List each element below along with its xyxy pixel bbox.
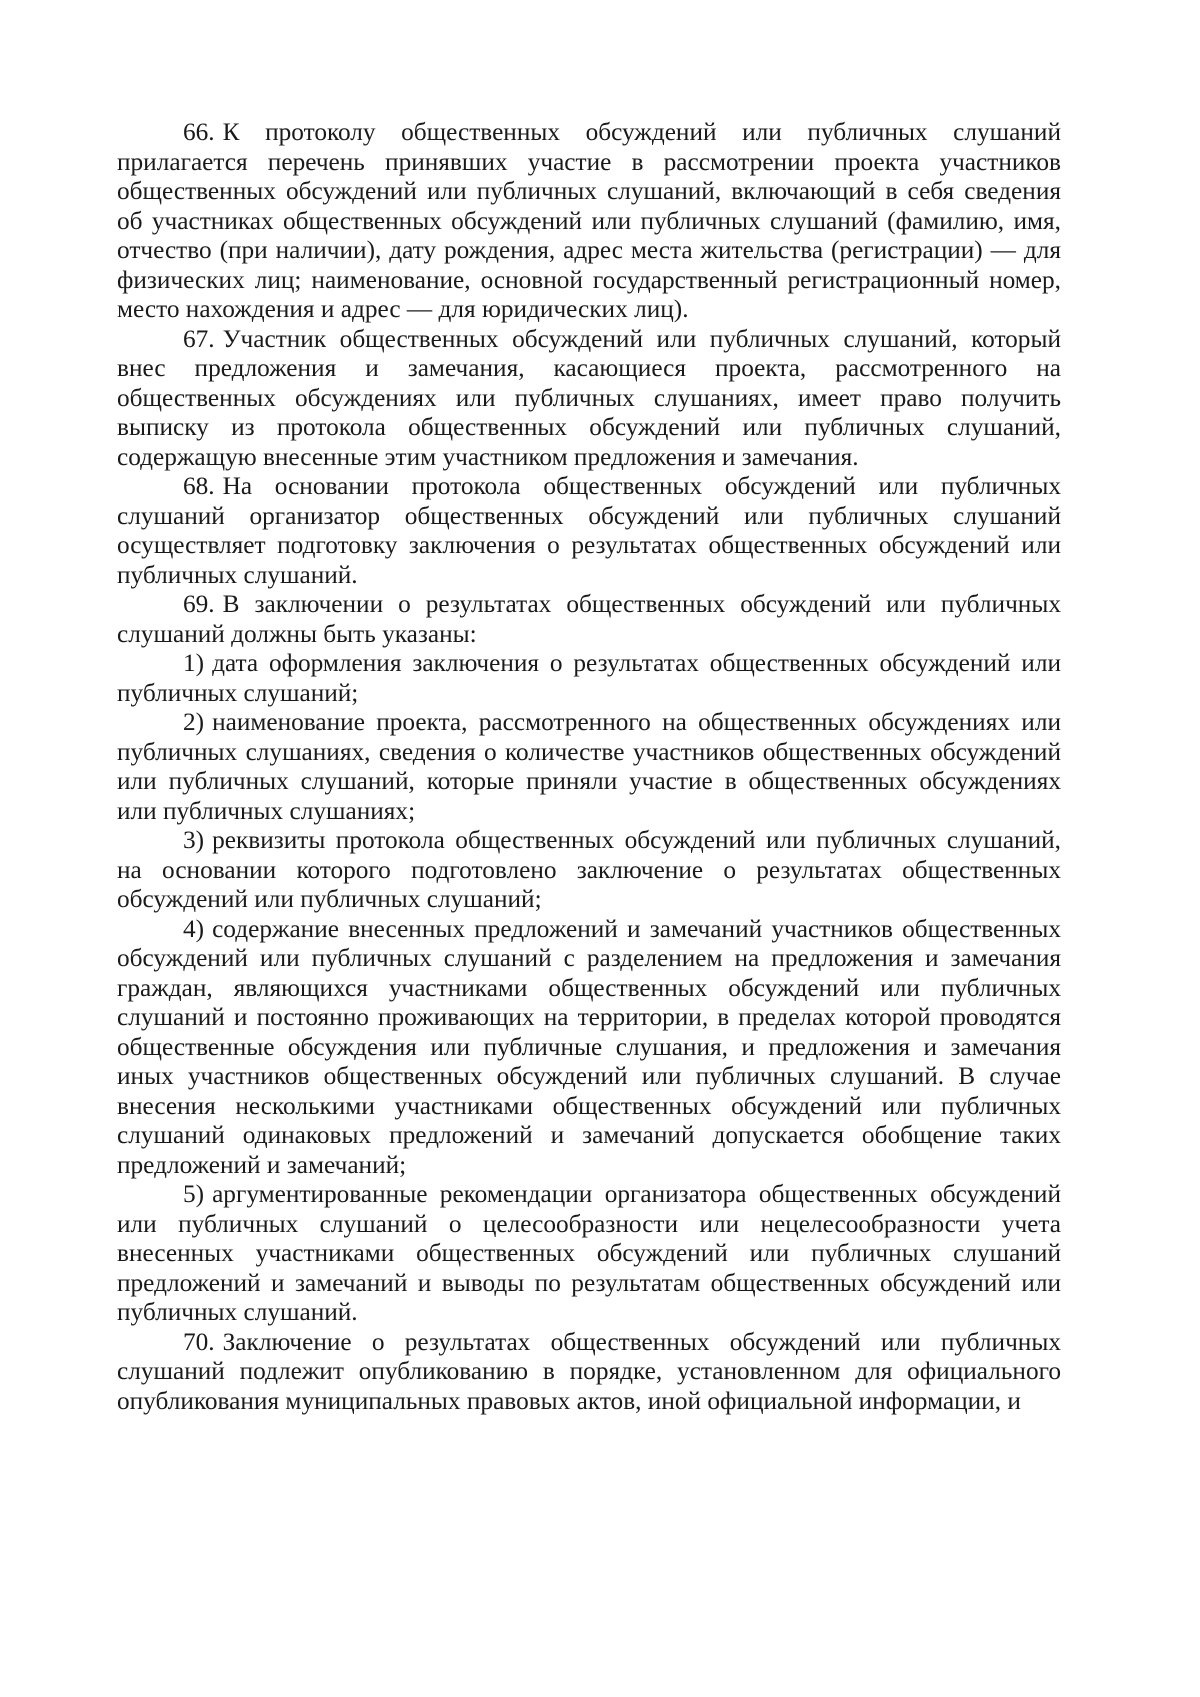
paragraph-69 bbox=[117, 590, 1061, 649]
paragraph-70 bbox=[117, 1328, 1061, 1417]
paragraph-number: 69. bbox=[183, 590, 215, 618]
paragraph-text: В заключении о результатах общественных обсуждений или публичных слушаний должны быть указаны: bbox=[117, 590, 1061, 648]
paragraph-68 bbox=[117, 472, 1061, 590]
list-item-text: дата оформления заключения о результатах общественных обсуждений или публичных слушаний; bbox=[117, 649, 1061, 707]
list-item-text: аргументированные рекомендации организатора общественных обсуждений или публичных слушаний о целесообразности или нецелесообразности учета внесенных участниками общественных обсуждений или публичных слушаний предложений и замечаний и выводы по результатам общественных обсуждений или публичных слушаний. bbox=[117, 1180, 1061, 1326]
paragraph-text: На основании протокола общественных обсуждений или публичных слушаний организатор общественных обсуждений или публичных слушаний осуществляет подготовку заключения о результатах общественных обсуждений или публичных слушаний. bbox=[117, 472, 1061, 589]
list-item-5 bbox=[117, 1180, 1061, 1328]
list-item-text: реквизиты протокола общественных обсуждений или публичных слушаний, на основании которого подготовлено заключение о результатах общественных обсуждений или публичных слушаний; bbox=[117, 826, 1061, 913]
list-item-number: 1) bbox=[183, 649, 205, 677]
list-item-text: наименование проекта, рассмотренного на общественных обсуждениях или публичных слушаниях, сведения о количестве участников общественных обсуждений или публичных слушаний, которые приняли участие в общественных обсуждениях или публичных слушаниях; bbox=[117, 708, 1061, 825]
paragraph-67 bbox=[117, 325, 1061, 473]
paragraph-text: Заключение о результатах общественных обсуждений или публичных слушаний подлежит опубликованию в порядке, установленном для официального опубликования муниципальных правовых актов, иной официальной информации, и bbox=[117, 1327, 1061, 1415]
paragraph-text: Участник общественных обсуждений или публичных слушаний, который внес предложения и замечания, касающиеся проекта, рассмотренного на общественных обсуждениях или публичных слушаниях, имеет право получить выписку из протокола общественных обсуждений или публичных слушаний, содержащую внесенные этим участником предложения и замечания. bbox=[117, 324, 1061, 471]
list-item-text: содержание внесенных предложений и замечаний участников общественных обсуждений или публичных слушаний с разделением на предложения и замечания граждан, являющихся участниками общественных обсуждений или публичных слушаний и постоянно проживающих на территории, в пределах которой проводятся общественные обсуждения или публичные слушания, и предложения и замечания иных участников общественных обсуждений или публичных слушаний. В случае внесения несколькими участниками общественных обсуждений или публичных слушаний одинаковых предложений и замечаний допускается обобщение таких предложений и замечаний; bbox=[117, 914, 1061, 1179]
paragraph-number: 68. bbox=[183, 472, 215, 500]
list-item-number: 3) bbox=[183, 826, 205, 854]
list-item-number: 4) bbox=[183, 914, 205, 943]
document-body bbox=[117, 118, 1061, 1416]
paragraph-66 bbox=[117, 118, 1061, 325]
paragraph-number: 70. bbox=[183, 1327, 215, 1356]
list-item-1 bbox=[117, 649, 1061, 708]
list-item-4 bbox=[117, 915, 1061, 1181]
list-item-3 bbox=[117, 826, 1061, 915]
paragraph-number: 67. bbox=[183, 324, 215, 353]
list-item-2 bbox=[117, 708, 1061, 826]
list-item-number: 5) bbox=[183, 1180, 205, 1208]
list-item-number: 2) bbox=[183, 708, 205, 736]
paragraph-text: К протоколу общественных обсуждений или публичных слушаний прилагается перечень принявших участие в рассмотрении проекта участников общественных обсуждений или публичных слушаний, включающий в себя сведения об участниках общественных обсуждений или публичных слушаний (фамилию, имя, отчество (при наличии), дату рождения, адрес места жительства (регистрации) — для физических лиц; наименование, основной государственный регистрационный номер, место нахождения и адрес — для юридических лиц). bbox=[117, 118, 1061, 323]
paragraph-number: 66. bbox=[183, 118, 215, 146]
